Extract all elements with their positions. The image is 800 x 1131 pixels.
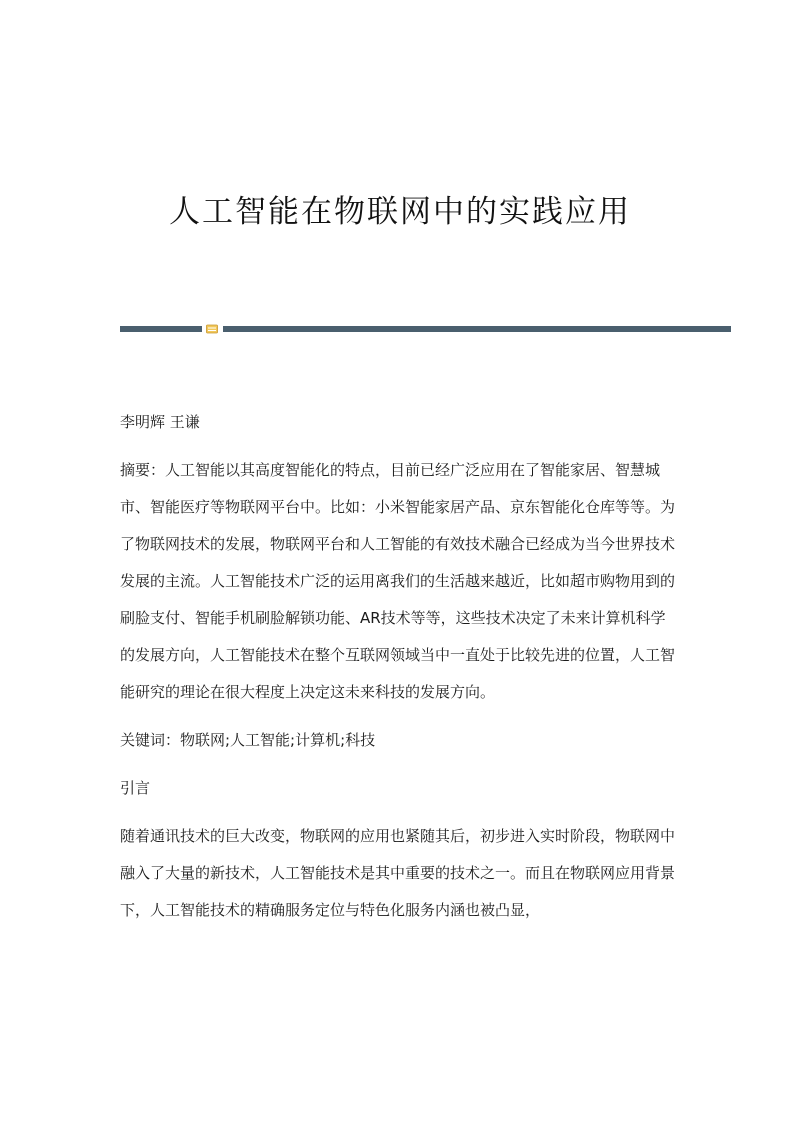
abstract-paragraph: 摘要：人工智能以其高度智能化的特点，目前已经广泛应用在了智能家居、智慧城市、智能医疗等物联网平台中。比如：小米智能家居产品、京东智能化仓库等等。为了物联网技术的发展，物联网平台和人工智能的有效技术融合已经成为当今世界技术发展的主流。人工智能技术广泛的运用离我们的生活越来越近，比如超市购物用到的刷脸支付、智能手机刷脸解锁功能、AR技术等等，这些技术决定了未来计算机科学的发展方向，人工智能技术在整个互联网领域当中一直处于比较先进的位置，人工智能研究的理论在很大程度上决定这未来科技的发展方向。 — [120, 461, 676, 701]
divider-bar-right — [223, 326, 731, 332]
document-body — [120, 404, 676, 940]
book-emblem-icon — [206, 324, 218, 334]
keywords-line: 关键词：物联网;人工智能;计算机;科技 — [120, 731, 376, 749]
document-title: 人工智能在物联网中的实践应用 — [169, 194, 631, 230]
section-heading-intro: 引言 — [120, 779, 151, 797]
divider-bar-left — [120, 326, 202, 332]
author-line: 李明辉 王谦 — [120, 413, 200, 431]
title-divider — [120, 322, 731, 336]
intro-paragraph: 随着通讯技术的巨大改变，物联网的应用也紧随其后，初步进入实时阶段，物联网中融入了大量的新技术，人工智能技术是其中重要的技术之一。而且在物联网应用背景下，人工智能技术的精确服务定位与特色化服务内涵也被凸显， — [120, 827, 676, 919]
